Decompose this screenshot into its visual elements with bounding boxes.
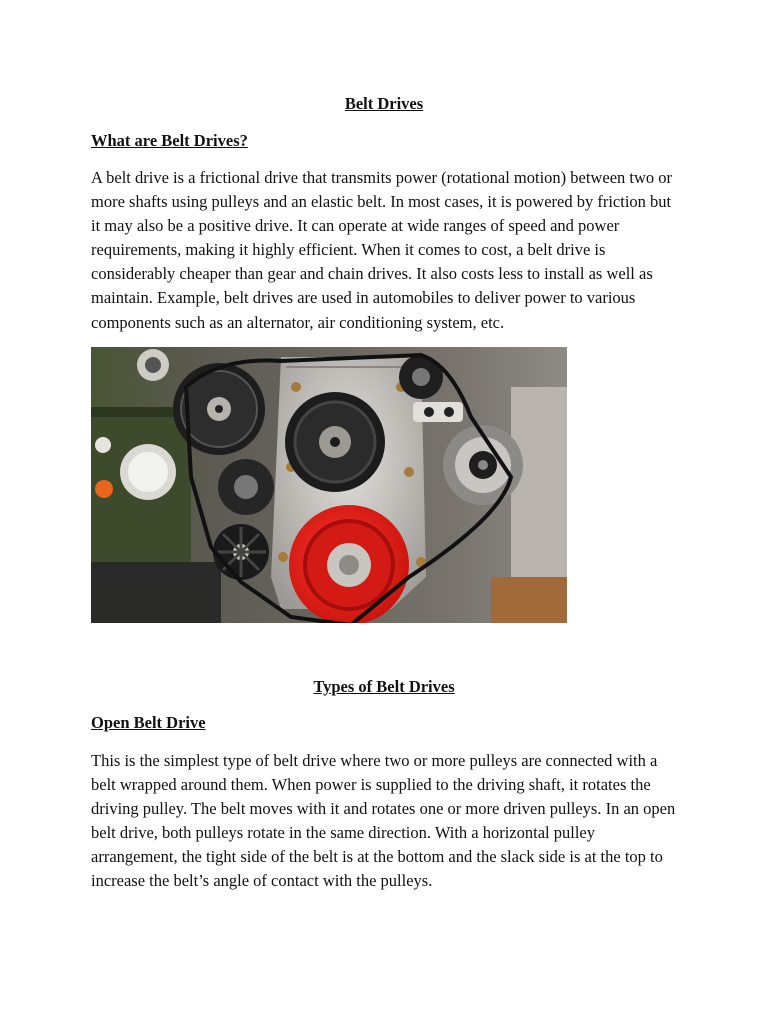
types-section-title: Types of Belt Drives (313, 677, 455, 696)
section-heading-open-belt-drive: Open Belt Drive (91, 713, 206, 732)
section-heading-what-are-belt-drives: What are Belt Drives? (91, 131, 248, 150)
intro-paragraph: A belt drive is a frictional drive that transmits power (rotational motion) between two or more shafts using pulleys and an elastic belt. In most cases, it is powered by friction but it may also be a positive drive. It can operate at wide ranges of speed and power requirements, making it highly efficient. When it comes to cost, a belt drive is considerably cheaper than gear and chain drives. It also costs less to install as well as maintain. Example, belt drives are used in automobiles to deliver power to various components such as an alternator, air conditioning system, etc. (91, 168, 673, 332)
open-belt-drive-paragraph: This is the simplest type of belt drive where two or more pulleys are connected with a belt wrapped around them. When power is supplied to the driving shaft, it rotates the driving pulley. The belt moves with it and rotates one or more driven pulleys. In an open belt drive, both pulleys rotate in the same direction. With a horizontal pulley arrangement, the tight side of the belt is at the bottom and the slack side is at the top to increase the belt’s angle of contact with the pulleys. (91, 751, 676, 891)
engine-belt-drive-photo (91, 347, 567, 623)
document-title: Belt Drives (344, 94, 424, 113)
